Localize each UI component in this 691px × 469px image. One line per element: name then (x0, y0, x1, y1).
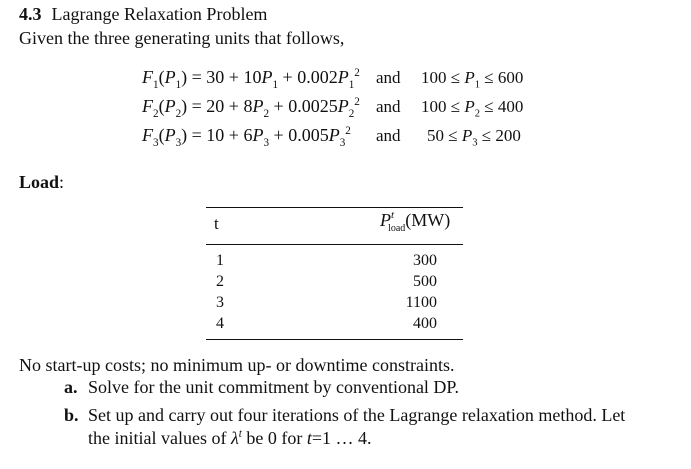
item-b: b. Set up and carry out four iterations of the Lagrange relaxation method. Let (64, 405, 626, 425)
table-cell-t: 1 (216, 252, 224, 269)
table-bottom-rule (206, 339, 463, 340)
cost-function-2: $F_2(P_2) = 20 + 8P_2 + 0.0025P_2^2$ (142, 95, 360, 121)
cost-function-1: $F_1(P_1) = 30 + 10P_1 + 0.002P_1^2$ (142, 66, 360, 92)
item-b-continuation: the initial values of $\lambda^t$ be 0 for t=1 … 4. (88, 427, 372, 448)
table-cell-load: 1100 (405, 294, 437, 311)
table-cell-load: 500 (413, 273, 437, 290)
and-word-2: and (376, 97, 401, 116)
table-header-rule (206, 244, 463, 245)
table-header-pload: $P^t_{load}(MW)$ (380, 209, 451, 234)
section-number: 4.3 (19, 4, 42, 24)
item-a: a. Solve for the unit commitment by conventional DP. (64, 377, 459, 397)
table-cell-t: 4 (216, 315, 224, 332)
limit-3: $50 \le P_3 \le 200$ (427, 126, 521, 149)
table-header-t: t (214, 214, 219, 233)
section-heading (19, 4, 267, 25)
constraints-note: No start-up costs; no minimum up- or downtime constraints. (19, 355, 455, 375)
and-word-3: and (376, 126, 401, 145)
limit-1: $100 \le P_1 \le 600$ (421, 68, 524, 91)
table-cell-load: 400 (413, 315, 437, 332)
table-top-rule (206, 207, 463, 208)
intro-text: Given the three generating units that follows, (19, 28, 345, 48)
and-word-1: and (376, 68, 401, 87)
table-cell-t: 2 (216, 273, 224, 290)
table-cell-load: 300 (413, 252, 437, 269)
table-cell-t: 3 (216, 294, 224, 311)
limit-2: $100 \le P_2 \le 400$ (421, 97, 524, 120)
load-label: Load: (19, 172, 65, 192)
cost-function-3: $F_3(P_3) = 10 + 6P_3 + 0.005P_3^2$ (142, 124, 351, 150)
section-title: Lagrange Relaxation Problem (51, 4, 268, 24)
